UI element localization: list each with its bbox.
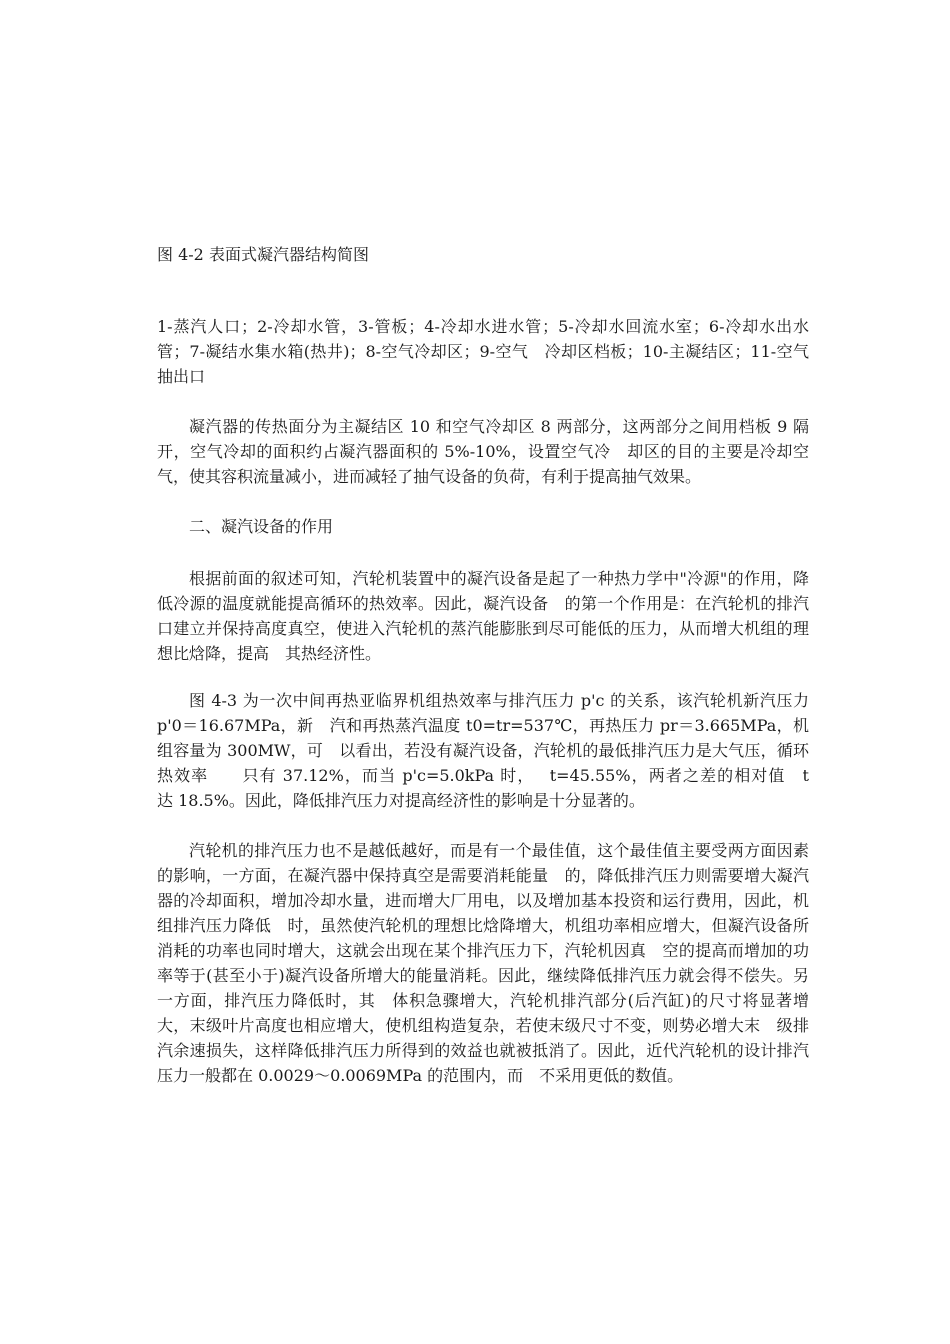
paragraph-thermal-efficiency: 图 4-3 为一次中间再热亚临界机组热效率与排汽压力 p'c 的关系，该汽轮机新汽压力 p'0＝16.67MPa，新 汽和再热蒸汽温度 t0=tr=537℃，再热压力 pr＝3.665MPa，机组容量为 300MW，可 以看出，若没有凝汽设备，汽轮机的最低排汽压力是大气压，循环热效率 只有 37.12%，而当 p'c=5.0kPa 时， t=45.55%，两者之差的相对值 t 达 18.5%。因此，降低排汽压力对提高经济性的影响是十分显著的。 <box>157 691 826 810</box>
figure-legend: 1-蒸汽人口；2-冷却水管，3-管板；4-冷却水进水管；5-冷却水回流水室；6-冷却水出水管；7-凝结水集水箱(热井)；8-空气冷却区；9-空气 冷却区档板；10-主凝结区；11-空气抽出口 <box>157 317 809 386</box>
paragraph-cold-source: 根据前面的叙述可知，汽轮机装置中的凝汽设备是起了一种热力学中"冷源"的作用，降低冷源的温度就能提高循环的热效率。因此，凝汽设备 的第一个作用是：在汽轮机的排汽口建立并保持高度真空，使进入汽轮机的蒸汽能膨胀到尽可能低的压力，从而增大机组的理想比焓降，提高 其热经济性。 <box>157 569 809 663</box>
paragraph-heat-transfer-zones: 凝汽器的传热面分为主凝结区 10 和空气冷却区 8 两部分，这两部分之间用档板 9 隔开，空气冷却的面积约占凝汽器面积的 5%-10%，设置空气冷 却区的目的主要是冷却空气，使其容积流量减小，进而减轻了抽气设备的负荷，有利于提高抽气效果。 <box>157 417 809 486</box>
figure-caption: 图 4-2 表面式凝汽器结构简图 <box>157 245 369 264</box>
section-heading: 二、凝汽设备的作用 <box>189 517 334 536</box>
paragraph-optimal-exhaust-pressure: 汽轮机的排汽压力也不是越低越好，而是有一个最佳值，这个最佳值主要受两方面因素的影响，一方面，在凝汽器中保持真空是需要消耗能量 的，降低排汽压力则需要增大凝汽器的冷却面积，增加冷却水量，进而增大厂用电，以及增加基本投资和运行费用，因此，机组排汽压力降低 时，虽然使汽轮机的理想比焓降增大，机组功率相应增大，但凝汽设备所消耗的功率也同时增大，这就会出现在某个排汽压力下，汽轮机因真 空的提高而增加的功率等于(甚至小于)凝汽设备所增大的能量消耗。因此，继续降低排汽压力就会得不偿失。另一方面，排汽压力降低时，其 体积急骤增大，汽轮机排汽部分(后汽缸)的尺寸将显著增大，末级叶片高度也相应增大，使机组构造复杂，若使末级尺寸不变，则势必增大末 级排汽余速损失，这样降低排汽压力所得到的效益也就被抵消了。因此，近代汽轮机的设计排汽压力一般都在 0.0029～0.0069MPa 的范围内，而 不采用更低的数值。 <box>157 841 809 1085</box>
